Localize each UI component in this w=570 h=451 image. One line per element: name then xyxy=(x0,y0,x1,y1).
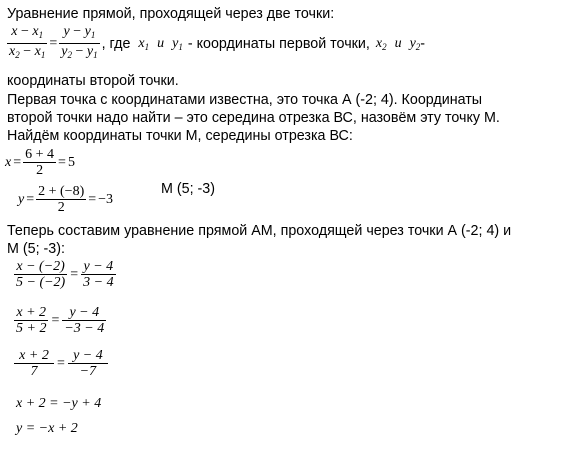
var-y1: $y_1$ xyxy=(172,35,183,52)
paragraph-1-line-2: второй точки надо найти – это середина отрезка ВС, назовём эту точку М. xyxy=(7,110,500,126)
step-4: x + 2 = −y + 4 xyxy=(16,396,102,411)
paragraph-2-line-2: М (5; -3): xyxy=(7,241,65,257)
step-3-left-fraction: $\frac{x + 2}{7}$ xyxy=(14,348,54,379)
step-5: y = −x + 2 xyxy=(16,421,78,436)
point-m-label: М (5; -3) xyxy=(161,181,216,197)
midpoint-y: y = $\frac{2 + (-8)}{2}$ = −3 xyxy=(18,184,114,215)
midpoint-x: x = $\frac{6 + 4}{2}$ = 5 xyxy=(5,147,75,178)
and-word-2: и xyxy=(394,35,402,51)
second-point-desc: координаты второй точки. xyxy=(7,73,179,89)
dash: - xyxy=(420,35,426,52)
midpoint-y-fraction: $\frac{2 + (-8)}{2}$ xyxy=(38,184,85,215)
where-text: , где xyxy=(101,35,131,52)
paragraph-1-line-1: Первая точка с координатами известна, это точка А (-2; 4). Координаты xyxy=(7,92,483,108)
heading: Уравнение прямой, проходящей через две точки: xyxy=(7,6,335,22)
formula-right-fraction: $\frac{y - y_1}{y_2 - y_1}$ xyxy=(61,24,98,60)
var-x2: $x_2$ xyxy=(375,35,387,52)
equals-sign: = xyxy=(49,35,58,51)
formula-left-fraction: $\frac{x - x_1}{x_2 - x_1}$ xyxy=(9,24,46,60)
step-1-right-fraction: $\frac{y - 4}{3 - 4}$ xyxy=(83,259,114,290)
step-2: $\frac{x + 2}{5 + 2}$ = $\frac{y - 4}{-3 - 4}$ xyxy=(16,305,105,336)
var-x1: $x_1$ xyxy=(138,35,150,52)
first-point-desc: - координаты первой точки, xyxy=(187,35,370,52)
two-point-formula xyxy=(7,24,425,63)
step-1: $\frac{x - (-2)}{5 - (-2)}$ = $\frac{y - 4}{3 - 4}$ xyxy=(16,259,114,290)
step-1-left-fraction: $\frac{x - (-2)}{5 - (-2)}$ xyxy=(16,259,66,290)
paragraph-1-line-3: Найдём координаты точки М, середины отрезка ВС: xyxy=(7,128,353,144)
step-3-right-fraction: $\frac{y - 4}{-7}$ xyxy=(68,348,108,379)
var-y2: $y_2$ xyxy=(409,35,421,52)
paragraph-2-line-1: Теперь составим уравнение прямой АМ, проходящей через точки А (-2; 4) и xyxy=(7,223,512,239)
step-3: $\frac{x + 2}{7}$ = $\frac{y - 4}{-7}$ xyxy=(14,348,108,379)
and-word: и xyxy=(157,35,165,51)
midpoint-x-fraction: $\frac{6 + 4}{2}$ xyxy=(25,147,55,178)
step-2-right-fraction: $\frac{y - 4}{-3 - 4}$ xyxy=(64,305,105,336)
step-2-left-fraction: $\frac{x + 2}{5 + 2}$ xyxy=(16,305,47,336)
